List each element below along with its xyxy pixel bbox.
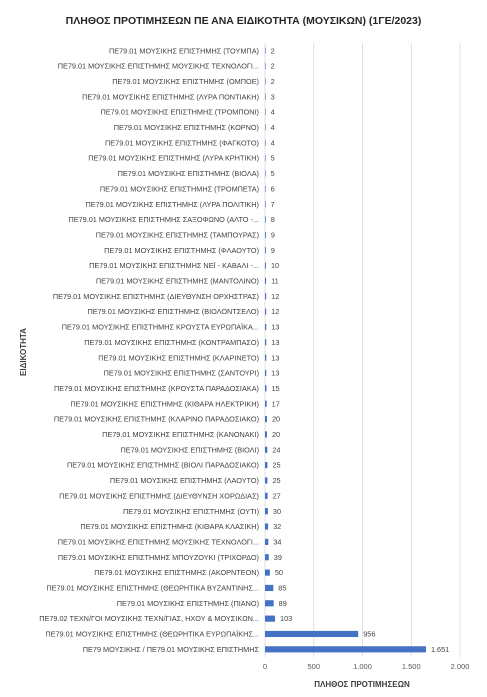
x-tick-label: 0 [262,662,268,671]
bar [265,616,275,622]
x-tick-label: 1.000 [353,662,372,671]
bar [265,140,266,146]
category-label: ΠΕ79.01 ΜΟΥΣΙΚΗΣ ΕΠΙΣΤΗΜΗΣ (ΦΑΓΚΟΤΟ) [105,138,259,148]
value-label: 20 [271,414,281,424]
x-axis-title: ΠΛΗΘΟΣ ΠΡΟΤΙΜΗΣΕΩΝ [314,680,410,689]
y-axis-title: ΕΙΔΙΚΟΤΗΤΑ [19,328,28,376]
chart-title: ΠΛΗΘΟΣ ΠΡΟΤΙΜΗΣΕΩΝ ΠΕ ΑΝΑ ΕΙΔΙΚΟΤΗΤΑ (ΜΟΥΣΙΚΩΝ) (1ΓΕ/2023) [65,15,422,27]
value-label: 4 [270,123,275,133]
bar [265,186,266,192]
bar [265,216,266,222]
category-label: ΠΕ79.01 ΜΟΥΣΙΚΗΣ ΕΠΙΣΤΗΜΗΣ (ΒΙΟΛΟΝΤΣΕΛΟ) [87,307,259,317]
bar [265,94,266,100]
category-label: ΠΕ79.01 ΜΟΥΣΙΚΗΣ ΕΠΙΣΤΗΜΗΣ (ΚΟΝΤΡΑΜΠΑΣΟ) [84,337,259,347]
value-label: 9 [270,230,275,240]
category-label: ΠΕ79.01 ΜΟΥΣΙΚΗΣ ΕΠΙΣΤΗΜΗΣ ΝΕΪ - ΚΑΒΑΛΙ -... [89,261,259,271]
bar [265,339,266,345]
value-label: 13 [271,368,280,378]
bar [265,309,266,315]
category-label: ΠΕ79.01 ΜΟΥΣΙΚΗΣ ΕΠΙΣΤΗΜΗΣ (ΛΥΡΑ ΠΟΛΙΤΙΚΗ) [85,199,259,209]
category-label: ΠΕ79.01 ΜΟΥΣΙΚΗΣ ΕΠΙΣΤΗΜΗΣ (ΚΙΘΑΡΑ ΚΛΑΣΙΚΗ) [80,522,259,532]
bar [265,385,266,391]
category-label: ΠΕ79.01 ΜΟΥΣΙΚΗΣ ΕΠΙΣΤΗΜΗΣ (ΚΑΝΟΝΑΚΙ) [102,430,259,440]
value-label: 1.651 [430,644,450,654]
category-labels [39,46,259,654]
category-label: ΠΕ79.01 ΜΟΥΣΙΚΗΣ ΕΠΙΣΤΗΜΗΣ (ΜΑΝΤΟΛΙΝΟ) [95,276,259,286]
bar [265,109,266,115]
x-tick-label: 2.000 [450,662,470,671]
value-label: 103 [280,614,293,624]
value-label: 2 [270,76,275,86]
value-labels [271,46,450,654]
bar [265,462,267,468]
x-tick-label: 1.500 [401,662,421,671]
category-label: ΠΕ79.01 ΜΟΥΣΙΚΗΣ ΕΠΙΣΤΗΜΗΣ (ΒΙΟΛΑ) [117,169,259,179]
value-label: 10 [270,261,280,271]
x-tick-label: 500 [307,662,321,671]
category-label: ΠΕ79.01 ΜΟΥΣΙΚΗΣ ΕΠΙΣΤΗΜΗΣ (ΤΟΥΜΠΑ) [108,46,259,56]
category-label: ΠΕ79.01 ΜΟΥΣΙΚΗΣ ΕΠΙΣΤΗΜΗΣ (ΦΛΑΟΥΤΟ) [104,245,259,255]
bar [265,431,267,437]
category-label: ΠΕ79.01 ΜΟΥΣΙΚΗΣ ΕΠΙΣΤΗΜΗΣ (ΠΙΑΝΟ) [116,598,259,608]
category-label: ΠΕ79.01 ΜΟΥΣΙΚΗΣ ΕΠΙΣΤΗΜΗΣ (ΤΡΟΜΠΟΝΙ) [100,107,259,117]
bar [265,48,266,54]
category-label: ΠΕ79.01 ΜΟΥΣΙΚΗΣ ΕΠΙΣΤΗΜΗΣ (ΔΙΕΥΘΥΝΣΗ ΧΟΡΩΔΙΑΣ) [59,491,259,501]
category-label: ΠΕ79.01 ΜΟΥΣΙΚΗΣ ΕΠΙΣΤΗΜΗΣ (ΔΙΕΥΘΥΝΣΗ ΟΡΧΗΣΤΡΑΣ) [52,291,259,301]
bar [265,324,266,330]
bar [265,355,266,361]
bar [265,124,266,130]
category-label: ΠΕ79.01 ΜΟΥΣΙΚΗΣ ΕΠΙΣΤΗΜΗΣ ΜΟΥΣΙΚΗΣ ΤΕΧΝΟΛΟΓΙ... [57,537,259,547]
value-label: 32 [273,522,282,532]
category-label: ΠΕ79.01 ΜΟΥΣΙΚΗΣ ΕΠΙΣΤΗΜΗΣ (ΚΛΑΡΙΝΕΤΟ) [98,353,259,363]
bar [265,477,267,483]
value-label: 34 [273,537,282,547]
value-label: 25 [272,476,281,486]
value-label: 2 [270,46,275,56]
value-label: 11 [271,276,279,286]
bar [265,370,266,376]
value-label: 956 [363,629,376,639]
bar [265,63,266,69]
value-label: 5 [270,153,275,163]
bar [265,570,270,576]
category-label: ΠΕ79.01 ΜΟΥΣΙΚΗΣ ΕΠΙΣΤΗΜΗΣ (ΣΑΝΤΟΥΡΙ) [103,368,259,378]
x-tick-labels [263,662,469,671]
category-label: ΠΕ79.01 ΜΟΥΣΙΚΗΣ ΕΠΙΣΤΗΜΗΣ (ΘΕΩΡΗΤΙΚΑ ΕΥΡΩΠΑΪΚΗΣ... [45,629,259,639]
bar [265,523,268,529]
value-label: 50 [274,568,283,578]
category-label: ΠΕ79.01 ΜΟΥΣΙΚΗΣ ΕΠΙΣΤΗΜΗΣ (ΒΙΟΛΙ ΠΑΡΑΔΟΣΙΑΚΟ) [67,460,259,470]
category-label: ΠΕ79.01 ΜΟΥΣΙΚΗΣ ΕΠΙΣΤΗΜΗΣ (ΚΡΟΥΣΤΑ ΠΑΡΑΔΟΣΙΑΚΑ) [54,383,259,393]
value-label: 12 [271,291,280,301]
bar [265,201,266,207]
bar [265,401,267,407]
value-label: 30 [272,506,282,516]
value-label: 85 [278,583,287,593]
category-label: ΠΕ79.01 ΜΟΥΣΙΚΗΣ ΕΠΙΣΤΗΜΗΣ (ΤΑΜΠΟΥΡΑΣ) [95,230,259,240]
category-label: ΠΕ79.01 ΜΟΥΣΙΚΗΣ ΕΠΙΣΤΗΜΗΣ ΣΑΞΟΦΩΝΟ (ΑΛΤΟ -... [68,215,259,225]
value-label: 8 [270,215,275,225]
category-label: ΠΕ79.01 ΜΟΥΣΙΚΗΣ ΕΠΙΣΤΗΜΗΣ ΜΟΥΣΙΚΗΣ ΤΕΧΝΟΛΟΓΙ... [57,61,259,71]
value-label: 39 [273,552,282,562]
bar [265,170,266,176]
value-label: 13 [271,337,280,347]
value-label: 13 [271,322,280,332]
value-label: 27 [272,491,281,501]
bar [265,539,268,545]
bar [265,600,274,606]
category-label: ΠΕ79.01 ΜΟΥΣΙΚΗΣ ΕΠΙΣΤΗΜΗΣ (ΟΜΠΟΕ) [112,76,259,86]
bar [265,293,266,299]
category-label: ΠΕ79 ΜΟΥΣΙΚΗΣ / ΠΕ79.01 ΜΟΥΣΙΚΗΣ ΕΠΙΣΤΗΜΗΣ [82,644,259,654]
value-label: 4 [270,107,275,117]
value-label: 6 [270,184,275,194]
category-label: ΠΕ79.01 ΜΟΥΣΙΚΗΣ ΕΠΙΣΤΗΜΗΣ (ΚΙΘΑΡΑ ΗΛΕΚΤΡΙΚΗ) [70,399,259,409]
bar [265,155,266,161]
category-label: ΠΕ79.01 ΜΟΥΣΙΚΗΣ ΕΠΙΣΤΗΜΗΣ (ΟΥΤΙ) [123,506,259,516]
bar [265,447,267,453]
bar [265,416,267,422]
category-label: ΠΕ79.01 ΜΟΥΣΙΚΗΣ ΕΠΙΣΤΗΜΗΣ (ΤΡΟΜΠΕΤΑ) [99,184,259,194]
category-label: ΠΕ79.01 ΜΟΥΣΙΚΗΣ ΕΠΙΣΤΗΜΗΣ ΚΡΟΥΣΤΑ ΕΥΡΩΠΑΪΚΑ... [61,322,259,332]
bar [265,631,358,637]
value-label: 24 [272,445,281,455]
value-label: 15 [271,383,280,393]
bar [265,278,266,284]
bar [265,232,266,238]
value-label: 9 [270,245,275,255]
bar [265,585,273,591]
category-label: ΠΕ79.01 ΜΟΥΣΙΚΗΣ ΕΠΙΣΤΗΜΗΣ (ΘΕΩΡΗΤΙΚΑ ΒΥΖΑΝΤΙΝΗΣ... [46,583,259,593]
category-label: ΠΕ79.01 ΜΟΥΣΙΚΗΣ ΕΠΙΣΤΗΜΗΣ (ΛΥΡΑ ΠΟΝΤΙΑΚΗ) [82,92,259,102]
value-label: 12 [271,307,280,317]
bar [265,493,268,499]
value-label: 20 [271,430,281,440]
bars [265,48,426,653]
category-label: ΠΕ79.01 ΜΟΥΣΙΚΗΣ ΕΠΙΣΤΗΜΗΣ (ΒΙΟΛΙ) [120,445,259,455]
category-label: ΠΕ79.01 ΜΟΥΣΙΚΗΣ ΕΠΙΣΤΗΜΗΣ (ΚΟΡΝΟ) [113,123,259,133]
category-label: ΠΕ79.01 ΜΟΥΣΙΚΗΣ ΕΠΙΣΤΗΜΗΣ (ΑΚΟΡΝΤΕΟΝ) [94,568,259,578]
value-label: 5 [270,169,275,179]
value-label: 2 [270,61,275,71]
category-label: ΠΕ79.01 ΜΟΥΣΙΚΗΣ ΕΠΙΣΤΗΜΗΣ (ΛΥΡΑ ΚΡΗΤΙΚΗ) [88,153,259,163]
bar [265,646,426,652]
value-label: 13 [271,353,280,363]
gridlines [265,43,460,657]
bar [265,263,266,269]
category-label: ΠΕ79.01 ΜΟΥΣΙΚΗΣ ΕΠΙΣΤΗΜΗΣ (ΛΑΟΥΤΟ) [109,476,259,486]
bar [265,508,268,514]
value-label: 89 [278,598,287,608]
bar [265,247,266,253]
value-label: 17 [271,399,280,409]
value-label: 7 [270,199,275,209]
category-label: ΠΕ79.01 ΜΟΥΣΙΚΗΣ ΕΠΙΣΤΗΜΗΣ ΜΠΟΥΖΟΥΚΙ (ΤΡΙΧΟΡΔΟ) [57,552,259,562]
value-label: 25 [272,460,281,470]
category-label: ΠΕ79.02 ΤΕΧΝ/ΓΟΙ ΜΟΥΣΙΚΗΣ ΤΕΧΝ/ΓΙΑΣ, ΗΧΟΥ & ΜΟΥΣΙΚΩΝ... [39,614,259,624]
value-label: 3 [270,92,275,102]
category-label: ΠΕ79.01 ΜΟΥΣΙΚΗΣ ΕΠΙΣΤΗΜΗΣ (ΚΛΑΡΙΝΟ ΠΑΡΑΔΟΣΙΑΚΟ) [53,414,259,424]
value-label: 4 [270,138,275,148]
bar [265,78,266,84]
bar [265,554,269,560]
